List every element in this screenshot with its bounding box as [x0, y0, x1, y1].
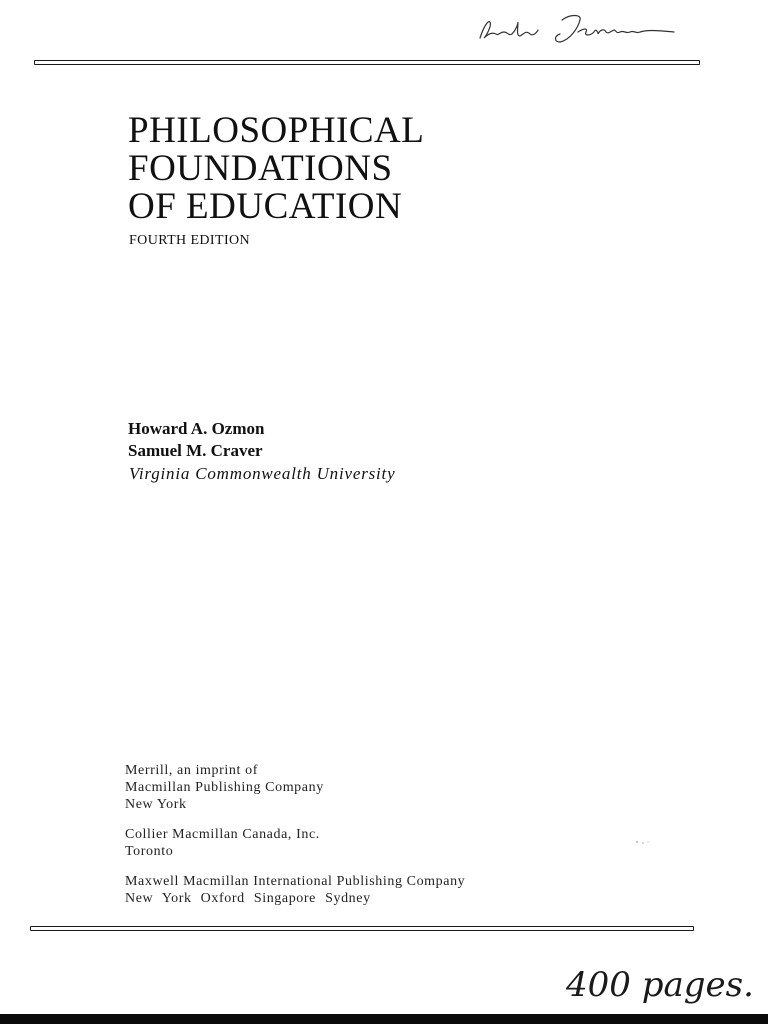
- publisher-line-1: Merrill, an imprint of: [125, 763, 258, 778]
- scan-speck: [634, 838, 652, 846]
- publisher-line-3: New York: [125, 797, 187, 812]
- author-name-2: Samuel M. Craver: [128, 441, 263, 460]
- handwritten-page-note: [560, 956, 760, 1014]
- scan-edge-bar: [0, 1014, 768, 1024]
- handwritten-signature: [474, 8, 684, 48]
- author-name-1: Howard A. Ozmon: [128, 419, 265, 438]
- top-rule: [34, 60, 700, 65]
- publisher-line-5: Toronto: [125, 844, 174, 859]
- title-line-2: FOUNDATIONS: [128, 148, 393, 189]
- bottom-rule: [30, 926, 694, 931]
- handwritten-page-note-text: 400 pages.: [566, 965, 754, 1005]
- edition-label: FOURTH EDITION: [129, 233, 251, 248]
- publisher-line-2: Macmillan Publishing Company: [125, 780, 324, 795]
- title-line-1: PHILOSOPHICAL: [128, 110, 425, 151]
- publisher-line-7: New York Oxford Singapore Sydney: [125, 891, 371, 906]
- publisher-line-4: Collier Macmillan Canada, Inc.: [125, 827, 320, 842]
- author-affiliation: Virginia Commonwealth University: [129, 464, 396, 483]
- title-line-3: OF EDUCATION: [128, 186, 403, 227]
- publisher-line-6: Maxwell Macmillan International Publishing Company: [125, 874, 466, 889]
